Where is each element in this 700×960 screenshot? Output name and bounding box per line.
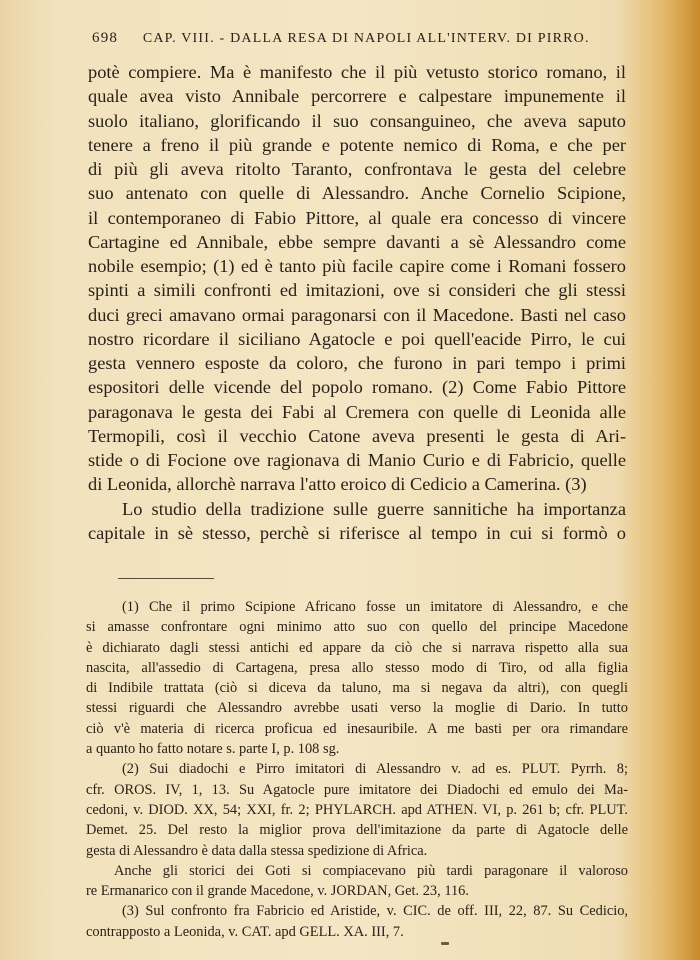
footnote-line: Demet. 25. Del resto la miglior prova dell'imitazione da parte di Agatocle delle: [86, 822, 628, 839]
running-header: [92, 30, 632, 47]
body-line: di più gli aveva ritolto Taranto, confrontava le gesta del celebre: [88, 159, 626, 179]
footnote-line: è dichiarato dagli stessi antichi ed appare da ciò che si narrava rispetto alla sua: [86, 639, 628, 656]
footnote-line: gesta di Alessandro è data dalla stessa spedizione di Africa.: [86, 842, 428, 859]
footnote-line: a quanto ho fatto notare s. parte I, p. 108 sg.: [86, 741, 340, 758]
body-line: spinti a simili confronti ed imitazioni, ove si consideri che gli stessi: [88, 280, 626, 301]
body-line: quale avea visto Annibale percorrere e calpestare impunemente il: [88, 86, 626, 107]
main-text: [88, 60, 626, 545]
footnote-line: Anche gli storici dei Goti si compiacevano più tardi paragonare il valoroso: [114, 862, 628, 879]
body-line: capitale in sè stesso, perchè si riferisce al tempo in cui si formò o: [88, 522, 626, 543]
body-line: Lo studio della tradizione sulle guerre sannitiche ha importanza: [122, 498, 626, 519]
body-line: Cartagine ed Annibale, ebbe sempre davanti a sè Alessandro come: [88, 231, 626, 252]
page-mark: [441, 942, 449, 945]
body-line: stide o di Focione ove ragionava di Manio Curio e di Fabricio, quelle: [88, 450, 626, 470]
footnote-line: (2) Sui diadochi e Pirro imitatori di Alessandro v. ad es. PLUT. Pyrrh. 8;: [122, 761, 628, 778]
running-title: CAP. VIII. - DALLA RESA DI NAPOLI ALL'INTERV. DI PIRRO.: [142, 31, 590, 46]
footnote-line: cfr. OROS. IV, 1, 13. Su Agatocle pure imitatore dei Diadochi ed emulo dei Ma-: [86, 781, 628, 798]
footnote-line: (3) Sul confronto fra Fabricio ed Aristide, v. CIC. de off. III, 22, 87. Su Cedicio,: [122, 903, 628, 920]
body-line: potè compiere. Ma è manifesto che il più vetusto storico romano, il: [88, 62, 626, 82]
footnote-rule: [118, 578, 214, 579]
page-number: 698: [92, 30, 119, 46]
footnote-line: nascita, all'assedio di Cartagena, presa allo stesso modo di Tiro, od alla figlia: [86, 659, 628, 676]
body-line: paragonava le gesta dei Fabi al Cremera con quelle di Leonida alle: [88, 401, 626, 422]
body-line: suo antenato con quelle di Alessandro. Anche Cornelio Scipione,: [88, 183, 626, 204]
body-line: gesta vennero esposte da coloro, che furono in pari tempo i primi: [88, 353, 626, 373]
body-line: il contemporaneo di Fabio Pittore, al quale era concesso di vincere: [88, 207, 626, 228]
footnote-line: cedoni, v. DIOD. XX, 54; XXI, fr. 2; PHYLARCH. apd ATHEN. VI, p. 261 b; cfr. PLUT.: [86, 801, 628, 818]
body-line: duci greci amavano ormai paragonarsi con il Macedone. Basti nel caso: [88, 304, 626, 325]
body-line: nobile esempio; (1) ed è tanto più facile capire come i Romani fossero: [88, 256, 626, 276]
footnote-line: di Indibile trattata (ciò si diceva da taluno, ma si negava da altri), con quegli: [86, 680, 628, 697]
footnote-line: ciò v'è materia di ricerca proficua ed inesauribile. A me basti per ora rimandare: [86, 720, 628, 737]
body-line: espositori delle vicende del popolo romano. (2) Come Fabio Pittore: [88, 377, 626, 398]
footnote-line: stessi riguardi che Alessandro avrebbe usati verso la moglie di Dario. In tutto: [86, 700, 628, 717]
footnote-line: (1) Che il primo Scipione Africano fosse un imitatore di Alessandro, e che: [122, 599, 628, 615]
footnote-line: re Ermanarico con il grande Macedone, v. JORDAN, Get. 23, 116.: [86, 883, 469, 900]
footnote-line: si amasse confrontare ogni minimo atto suo con quello del principe Macedone: [86, 619, 628, 636]
body-line: suolo italiano, glorificando il suo consanguineo, che aveva saputo: [88, 110, 626, 131]
body-line: Termopili, così il vecchio Catone aveva presenti le gesta di Ari-: [88, 425, 626, 446]
footnotes: [86, 597, 628, 942]
body-line: tenere a freno il più grande e potente nemico di Roma, e che per: [88, 134, 626, 155]
footnote-line: contrapposto a Leonida, v. CAT. apd GELL. XA. III, 7.: [86, 923, 404, 940]
body-line: di Leonida, allorchè narrava l'atto eroico di Cedicio a Camerina. (3): [88, 474, 587, 495]
body-line: nostro ricordare il siciliano Agatocle e poi quell'eacide Pirro, le cui: [88, 328, 626, 349]
